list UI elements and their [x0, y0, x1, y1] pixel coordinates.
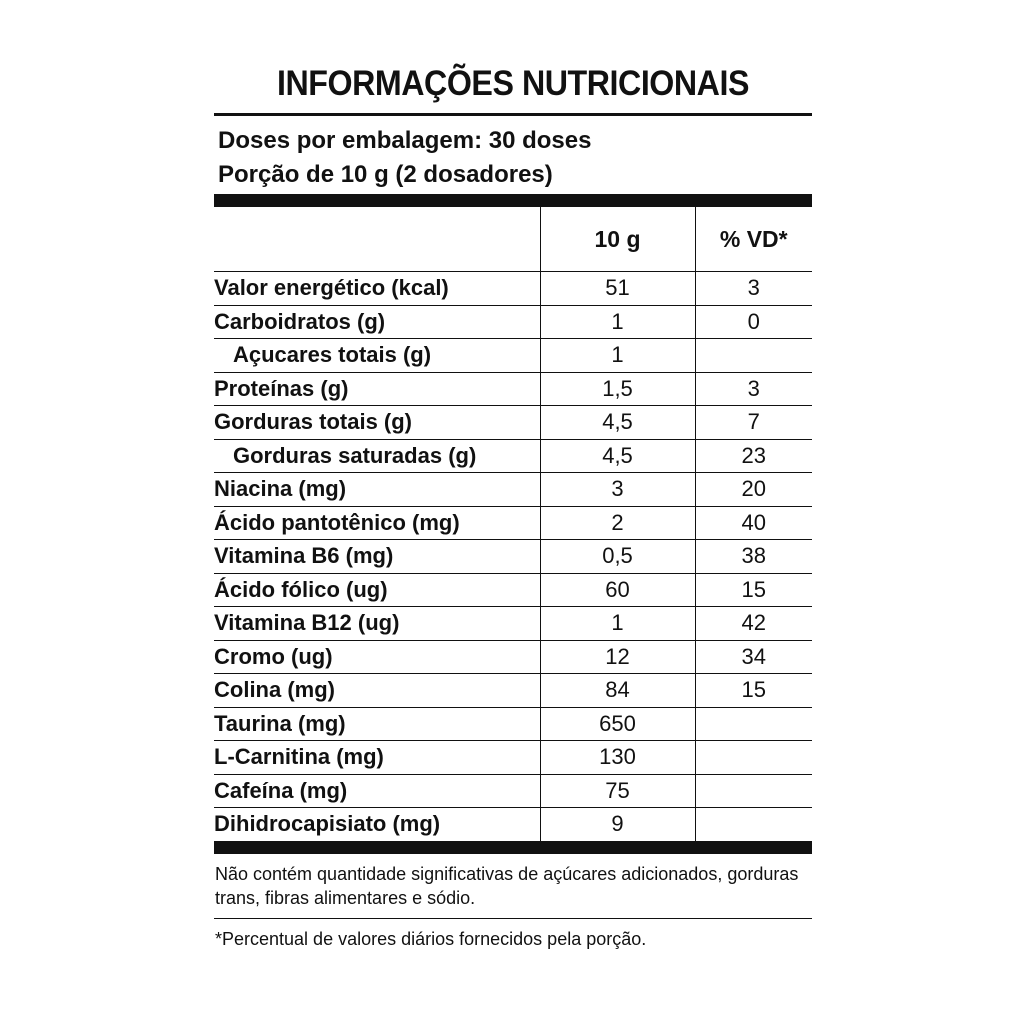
header-nutrient	[214, 207, 540, 272]
header-daily-value: % VD*	[695, 207, 812, 272]
nutrient-amount: 130	[540, 741, 695, 775]
nutrient-amount: 3	[540, 473, 695, 507]
nutrient-name: Gorduras totais (g)	[214, 406, 540, 440]
nutrient-daily-value	[695, 774, 812, 808]
nutrient-daily-value: 15	[695, 573, 812, 607]
nutrient-name: Açucares totais (g)	[214, 339, 540, 373]
table-row	[214, 406, 812, 440]
nutrient-daily-value: 38	[695, 540, 812, 574]
nutrient-amount: 51	[540, 272, 695, 306]
nutrient-daily-value: 40	[695, 506, 812, 540]
nutrient-amount: 12	[540, 640, 695, 674]
nutrient-amount: 1	[540, 305, 695, 339]
nutrition-facts-label	[214, 62, 812, 951]
nutrient-amount: 0,5	[540, 540, 695, 574]
table-row	[214, 439, 812, 473]
table-row	[214, 607, 812, 641]
nutrient-name: Niacina (mg)	[214, 473, 540, 507]
nutrient-daily-value: 42	[695, 607, 812, 641]
nutrient-name: Dihidrocapisiato (mg)	[214, 811, 441, 837]
nutrient-amount: 60	[540, 573, 695, 607]
nutrient-amount: 75	[540, 774, 695, 808]
nutrition-table	[214, 207, 812, 841]
nutrient-amount: 84	[540, 674, 695, 708]
table-row	[214, 339, 812, 373]
nutrient-daily-value: 0	[695, 305, 812, 339]
table-row	[214, 741, 812, 775]
nutrient-daily-value	[695, 808, 812, 841]
nutrient-name: Proteínas (g)	[214, 372, 540, 406]
nutrient-name: Cromo (ug)	[214, 640, 540, 674]
nutrient-amount: 1	[540, 607, 695, 641]
header-amount: 10 g	[540, 207, 695, 272]
table-row	[214, 305, 812, 339]
nutrient-daily-value: 7	[695, 406, 812, 440]
nutrient-daily-value: 34	[695, 640, 812, 674]
nutrient-amount: 650	[540, 707, 695, 741]
nutrient-amount: 4,5	[540, 439, 695, 473]
nutrient-amount: 1	[540, 339, 695, 373]
table-row	[214, 473, 812, 507]
nutrient-amount: 2	[540, 506, 695, 540]
nutrient-amount: 9	[540, 808, 695, 841]
nutrient-name: Valor energético (kcal)	[214, 272, 540, 306]
nutrient-name: L-Carnitina (mg)	[214, 741, 540, 775]
nutrient-daily-value	[695, 339, 812, 373]
nutrient-name: Ácido fólico (ug)	[214, 573, 540, 607]
table-row	[214, 774, 812, 808]
label-title: INFORMAÇÕES NUTRICIONAIS	[277, 64, 749, 103]
nutrient-name: Carboidratos (g)	[214, 305, 540, 339]
nutrient-daily-value: 3	[695, 272, 812, 306]
table-row	[214, 540, 812, 574]
portion-size: Porção de 10 g (2 dosadores)	[218, 161, 553, 188]
table-row	[214, 372, 812, 406]
nutrient-daily-value: 20	[695, 473, 812, 507]
footer-thick-divider	[214, 841, 812, 854]
table-row	[214, 573, 812, 607]
nutrient-name: Taurina (mg)	[214, 707, 540, 741]
nutrient-name: Ácido pantotênico (mg)	[214, 506, 540, 540]
nutrient-name: Vitamina B6 (mg)	[214, 540, 540, 574]
table-row	[214, 808, 812, 841]
table-row	[214, 674, 812, 708]
nutrient-daily-value: 3	[695, 372, 812, 406]
nutrient-name: Cafeína (mg)	[214, 774, 540, 808]
nutrient-daily-value	[695, 707, 812, 741]
nutrient-name: Vitamina B12 (ug)	[214, 607, 540, 641]
nutrient-name: Colina (mg)	[214, 674, 540, 708]
nutrient-amount: 4,5	[540, 406, 695, 440]
header-thick-divider	[214, 194, 812, 207]
nutrient-name: Gorduras saturadas (g)	[214, 439, 540, 473]
table-row	[214, 506, 812, 540]
nutrient-daily-value: 15	[695, 674, 812, 708]
nutrient-daily-value: 23	[695, 439, 812, 473]
nutrient-daily-value	[695, 741, 812, 775]
daily-value-footnote: *Percentual de valores diários fornecidos pela porção.	[215, 929, 647, 949]
nutrient-amount: 1,5	[540, 372, 695, 406]
serving-info	[214, 116, 812, 194]
nutrition-note: Não contém quantidade significativas de açúcares adicionados, gorduras trans, fibras alimentares e sódio.	[215, 863, 799, 908]
doses-per-package: Doses por embalagem: 30 doses	[218, 127, 592, 154]
table-header-row	[214, 207, 812, 272]
table-row	[214, 272, 812, 306]
table-row	[214, 707, 812, 741]
table-row	[214, 640, 812, 674]
